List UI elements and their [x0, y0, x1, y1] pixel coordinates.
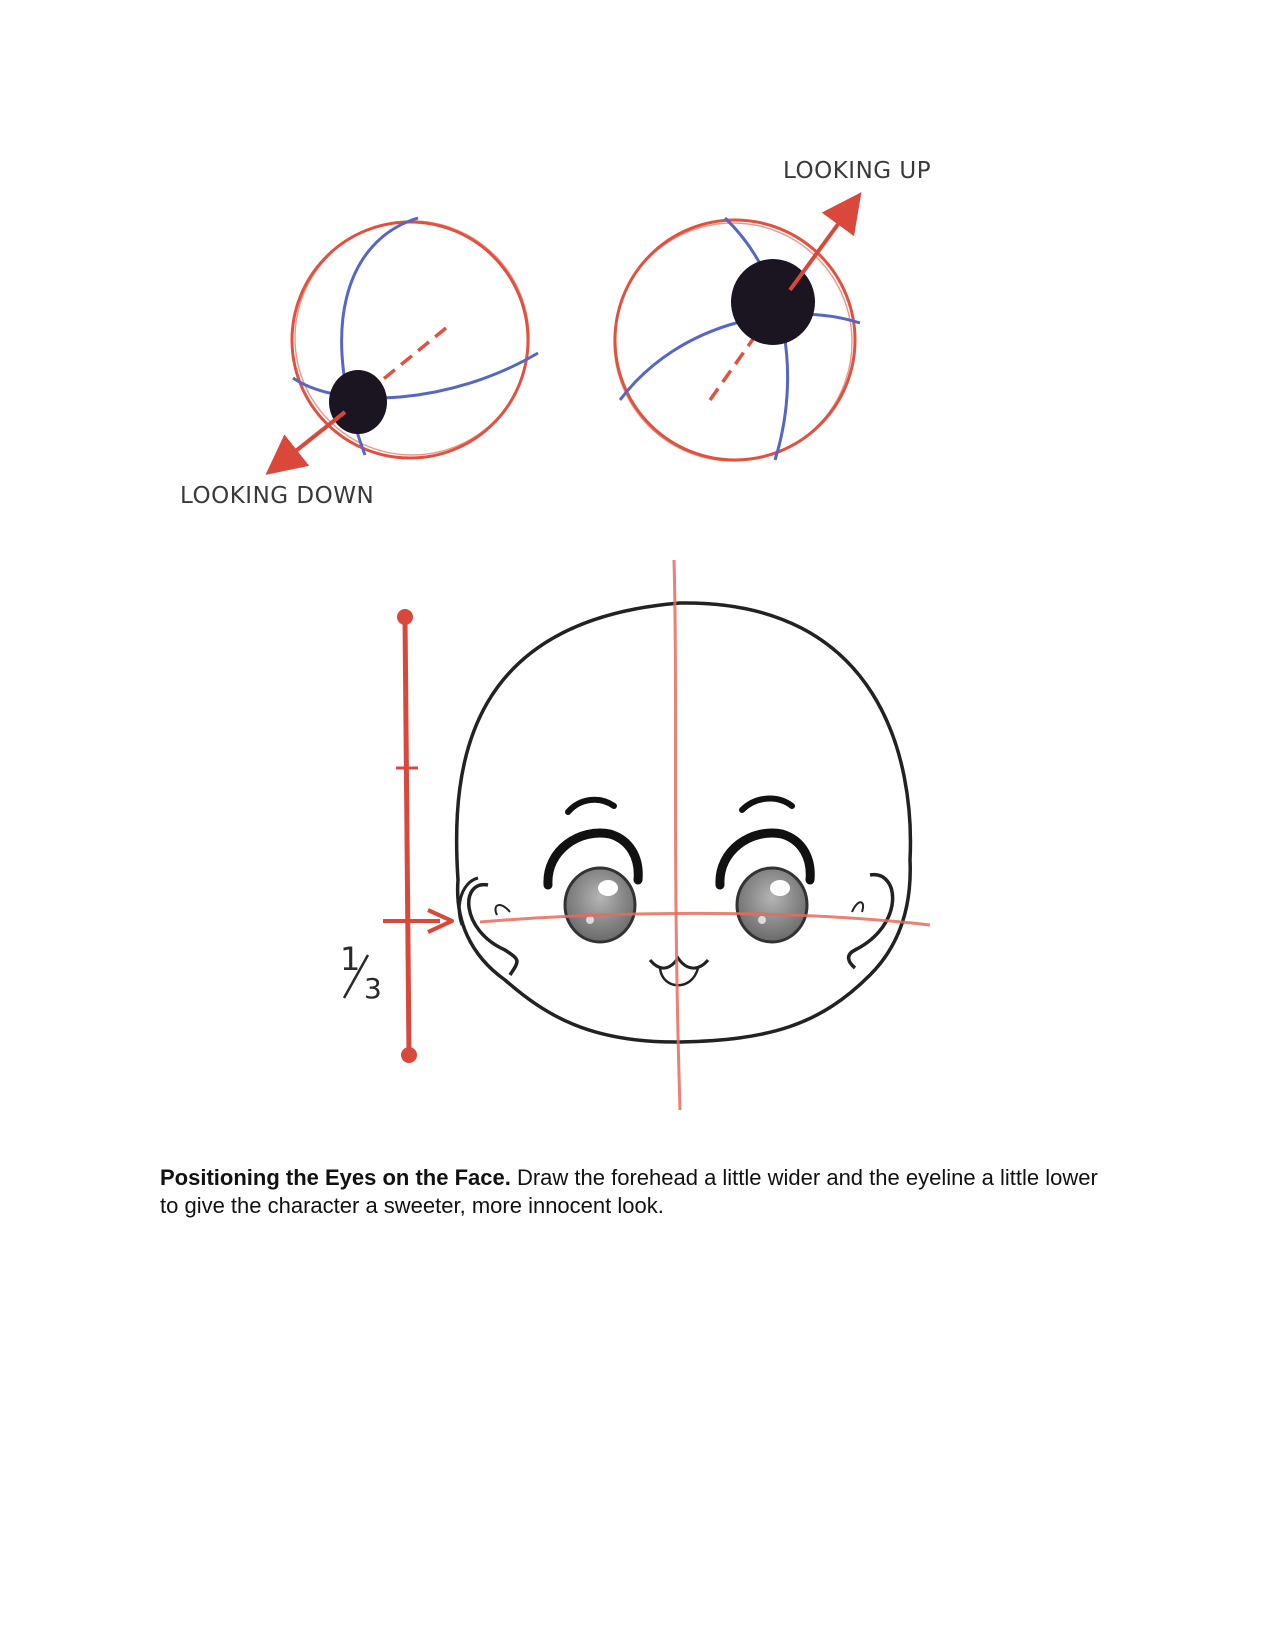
looking-up-label: LOOKING UP	[783, 158, 932, 184]
chibi-face	[457, 603, 911, 1042]
looking-down-sphere	[278, 218, 538, 465]
looking-up-sphere	[614, 205, 860, 461]
fraction-numerator: 1	[340, 940, 361, 978]
one-third-fraction	[340, 940, 382, 1005]
looking-down-label: LOOKING DOWN	[180, 483, 375, 509]
figure-caption	[160, 1164, 1120, 1220]
fraction-denominator: 3	[364, 972, 382, 1005]
proportion-ruler	[383, 609, 452, 1063]
caption-title: Positioning the Eyes on the Face.	[160, 1165, 511, 1190]
caption-body: Draw the forehead a little wider and the eyeline a little lower to give the character a sweeter, more innocent look.	[160, 1165, 1098, 1218]
